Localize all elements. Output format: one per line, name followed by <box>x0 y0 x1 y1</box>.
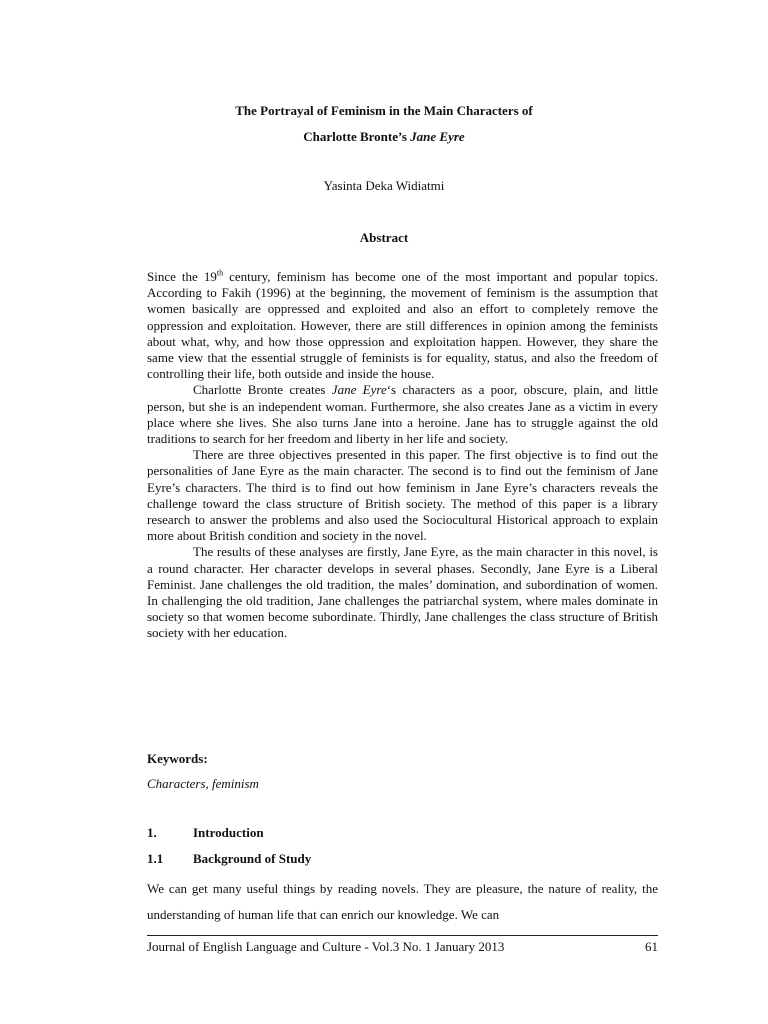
abstract-paragraph-1 <box>147 269 658 382</box>
paper-title-line-2 <box>0 129 768 145</box>
abstract-paragraph-2 <box>147 382 658 447</box>
author-name: Yasinta Deka Widiatmi <box>323 178 445 193</box>
keywords-heading: Keywords: <box>147 751 208 766</box>
title-novel-name: Jane Eyre <box>410 129 465 144</box>
abstract-p2-start: Charlotte Bronte creates <box>193 382 332 398</box>
page-footer <box>147 939 658 955</box>
abstract-body <box>147 269 658 642</box>
abstract-p2-novel-name: Jane Eyre <box>331 382 387 398</box>
keywords-list: Characters, feminism <box>147 776 259 791</box>
abstract-p1-rest: century, feminism has become one of the most important and popular topics. According to Fakih (1996) at the beginning, the movement of feminism is the assumption that women basically are oppressed and exploited and also an effort to completely remove the oppression and exploitation. However, there are still differences in opinion among the feminists about what, why, and how those oppression and exploitation happen. However, they share the same view that the essential struggle of feminists is for equality, status, and also the freedom of controlling their life, both outside and inside the house. <box>147 269 658 382</box>
section-title: Introduction <box>193 825 264 840</box>
abstract-paragraph-3: There are three objectives presented in this paper. The first objective is to find out the personalities of Jane Eyre as the main character. The second is to find out the feminism of Jane Eyre’s characters. The third is to find out how feminism in Jane Eyre’s characters reveals the challenge toward the class structure of British society. The method of this paper is a library research to answer the problems and also used the Sociocultural Historical approach to explain more about British condition and society in the novel. <box>147 447 658 544</box>
abstract-p2-rest: ‘s characters as a poor, obscure, plain, and little person, but she is an independent woman. Furthermore, she also creates Jane as a victim in every place where she lives. She also turns Jane into a heroine. Jane has to struggle against the old traditions to search for her freedom and liberty in her life and society. <box>147 382 658 447</box>
footer-divider <box>147 935 658 936</box>
introduction-paragraph: We can get many useful things by reading novels. They are pleasure, the nature of reality, the understanding of human life that can enrich our knowledge. We can <box>147 881 658 922</box>
footer-journal-name: Journal of English Language and Culture - Vol.3 No. 1 January 2013 <box>147 939 505 954</box>
abstract-p1-start: Since the 19 <box>147 269 217 284</box>
paper-title-line-1: The Portrayal of Feminism in the Main Characters of <box>235 103 533 118</box>
section-heading-background <box>147 851 311 867</box>
footer-page-number: 61 <box>645 939 658 954</box>
abstract-heading: Abstract <box>359 230 409 245</box>
subsection-number: 1.1 <box>147 851 164 866</box>
abstract-paragraph-4: The results of these analyses are firstly, Jane Eyre, as the main character in this novel, is a round character. Her character develops in several phases. Secondly, Jane Eyre is a Liberal Feminist. Jane challenges the old tradition, the males’ domination, and subordination of women. In challenging the old tradition, Jane challenges the patriarchal system, where males dominate in society so that women become subordinate. Thirdly, Jane challenges the class structure of British society with her education. <box>147 544 658 641</box>
subsection-title: Background of Study <box>193 851 312 866</box>
section-heading-introduction <box>147 825 264 841</box>
section-number: 1. <box>147 825 157 840</box>
title-prefix: Charlotte Bronte’s <box>303 129 411 144</box>
abstract-p1-superscript: th <box>216 268 224 278</box>
